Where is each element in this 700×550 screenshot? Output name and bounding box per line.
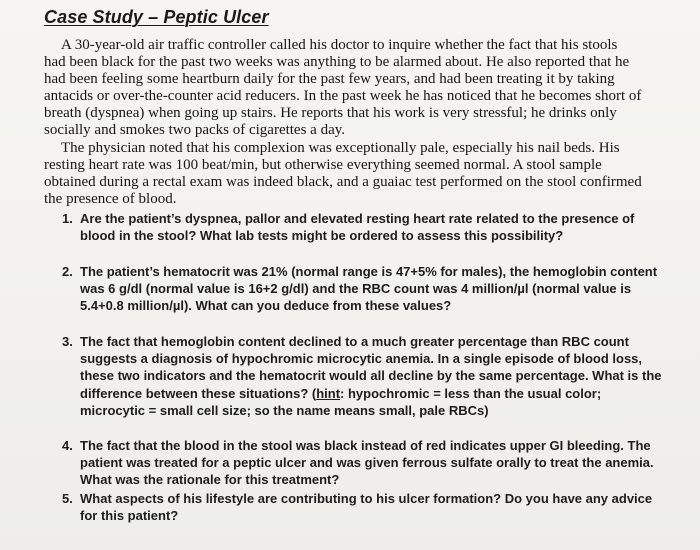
paragraph-text: The physician noted that his complexion was exceptionally pale, especially his nail beds. His resting heart rate was 100 beat/min, but otherwise everything seemed normal. A stool sample obtained during a rectal exam was indeed black, and a guaiac test performed on the stool confirmed the presence of blood. xyxy=(44,140,642,208)
question-number: 4. xyxy=(62,438,73,453)
question-2 xyxy=(62,263,666,315)
hint-word: hint xyxy=(316,385,341,401)
question-text-part: The fact that hemoglobin content declined to a much greater percentage than RBC count suggests a diagnosis of hypochromic microcytic anemia. In a single episode of blood loss, these two indicators and the hematocrit would all decline by the same percentage. What is the difference between these situations? ( xyxy=(80,334,662,401)
question-text: The fact that the blood in the stool was black instead of red indicates upper GI bleeding. The patient was treated for a peptic ulcer and was given ferrous sulfate orally to treat the anemia. What was the rationale for this treatment? xyxy=(80,438,654,488)
question-number: 1. xyxy=(62,211,73,226)
question-5 xyxy=(62,490,666,524)
question-text xyxy=(80,333,666,419)
paragraph-text: A 30-year-old air traffic controller called his doctor to inquire whether the fact that his stools had been black for the past two weeks was anything to be alarmed about. He also reported that he had been feeling some heartburn daily for the past few years, and had been treating it by taking antacids or over-the-counter acid reducers. In the past week he has noticed that he becomes short of breath (dyspnea) when going up stairs. He reports that his work is very stressful; he drinks only socially and smokes two packs of cigarettes a day. xyxy=(44,37,642,139)
question-1 xyxy=(62,210,666,244)
question-number: 3. xyxy=(62,334,73,349)
case-paragraph-1 xyxy=(44,37,642,140)
question-4 xyxy=(62,437,666,489)
question-text: The patient’s hematocrit was 21% (normal range is 47+5% for males), the hemoglobin content was 6 g/dl (normal value is 16+2 g/dl) and the RBC count was 4 million/µl (normal value is 5.4+0.8 million/µl). What can you deduce from these values? xyxy=(80,264,658,314)
question-text: What aspects of his lifestyle are contributing to his ulcer formation? Do you have any advice for this patient? xyxy=(80,491,653,524)
case-paragraph-2 xyxy=(44,140,642,208)
question-3 xyxy=(62,333,666,419)
question-text-part: : hypochromic = less than the usual color; microcytic = small cell size; so the name means small, pale RBCs) xyxy=(80,385,602,418)
question-number: 5. xyxy=(62,491,73,506)
document-title: Case Study – Peptic Ulcer xyxy=(44,7,269,27)
question-text: Are the patient’s dyspnea, pallor and elevated resting heart rate related to the presence of blood in the stool? What lab tests might be ordered to assess this possibility? xyxy=(80,211,635,244)
question-number: 2. xyxy=(62,264,73,279)
